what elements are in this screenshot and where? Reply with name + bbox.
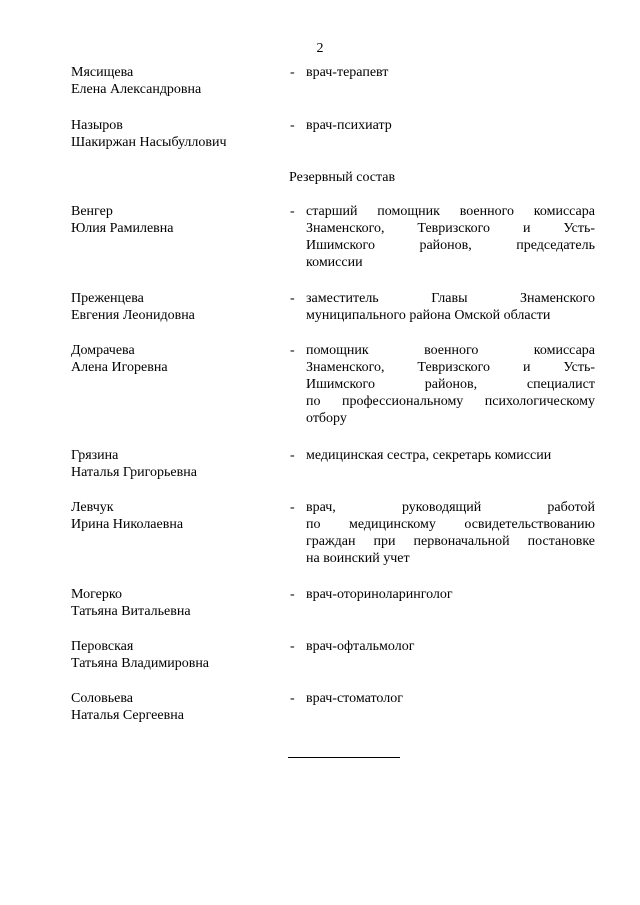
role-line: Знаменского, Тевризского и Усть- xyxy=(306,221,595,236)
section-heading: Резервный состав xyxy=(289,170,396,185)
member-surname: Перовская xyxy=(71,639,134,654)
role-line: врач-терапевт xyxy=(306,65,389,80)
member-surname: Преженцева xyxy=(71,291,144,306)
member-name xyxy=(71,203,174,237)
role-line: отбору xyxy=(306,411,347,426)
role-line: врач-стоматолог xyxy=(306,691,403,706)
member-given-name: Евгения Леонидовна xyxy=(71,308,195,323)
member-given-name: Шакиржан Насыбуллович xyxy=(71,135,227,150)
role-line: врач-офтальмолог xyxy=(306,639,415,654)
end-rule xyxy=(288,757,400,758)
member-name xyxy=(71,690,184,724)
dash: - xyxy=(290,691,295,706)
dash: - xyxy=(290,587,295,602)
member-role xyxy=(306,203,595,271)
role-line: врач-психиатр xyxy=(306,118,392,133)
member-given-name: Татьяна Владимировна xyxy=(71,656,210,671)
member-role xyxy=(306,499,595,567)
member-surname: Мясищева xyxy=(71,65,134,80)
role-line: заместитель Главы Знаменского xyxy=(306,291,595,306)
member-name xyxy=(71,499,183,533)
member-given-name: Татьяна Витальевна xyxy=(71,604,191,619)
member-name xyxy=(71,64,201,98)
member-surname: Соловьева xyxy=(71,691,133,706)
role-line: по профессиональному психологическому xyxy=(306,394,595,409)
member-role xyxy=(306,290,595,324)
member-role xyxy=(306,342,595,427)
member-name xyxy=(71,586,191,620)
member-surname: Левчук xyxy=(71,500,114,515)
member-role xyxy=(306,638,595,655)
member-given-name: Наталья Сергеевна xyxy=(71,708,184,723)
member-surname: Венгер xyxy=(71,204,113,219)
member-surname: Могерко xyxy=(71,587,122,602)
member-role xyxy=(306,117,595,134)
page-number: 2 xyxy=(316,41,324,56)
role-line: комиссии xyxy=(306,255,363,270)
role-line: помощник военного комиссара xyxy=(306,343,595,358)
role-line: Ишимского районов, председатель xyxy=(306,238,595,253)
member-name xyxy=(71,342,168,376)
role-line: врач, руководящий работой xyxy=(306,500,595,515)
role-line: по медицинскому освидетельствованию xyxy=(306,517,595,532)
role-line: врач-оториноларинголог xyxy=(306,587,453,602)
member-name xyxy=(71,290,195,324)
member-role xyxy=(306,586,595,603)
member-given-name: Ирина Николаевна xyxy=(71,517,184,532)
dash: - xyxy=(290,500,295,515)
member-surname: Грязина xyxy=(71,448,119,463)
member-surname: Домрачева xyxy=(71,343,135,358)
member-role xyxy=(306,690,595,707)
dash: - xyxy=(290,448,295,463)
dash: - xyxy=(290,639,295,654)
member-given-name: Юлия Рамилевна xyxy=(71,221,174,236)
role-line: граждан при первоначальной постановке xyxy=(306,534,595,549)
member-given-name: Наталья Григорьевна xyxy=(71,465,197,480)
dash: - xyxy=(290,204,295,219)
role-line: муниципального района Омской области xyxy=(306,308,551,323)
member-name xyxy=(71,447,197,481)
member-given-name: Алена Игоревна xyxy=(71,360,168,375)
role-line: Знаменского, Тевризского и Усть- xyxy=(306,360,595,375)
role-line: на воинский учет xyxy=(306,551,410,566)
role-line: медицинская сестра, секретарь комиссии xyxy=(306,448,552,463)
member-surname: Назыров xyxy=(71,118,123,133)
member-role xyxy=(306,64,595,81)
member-role xyxy=(306,447,595,464)
dash: - xyxy=(290,343,295,358)
role-line: Ишимского районов, специалист xyxy=(306,377,595,392)
dash: - xyxy=(290,118,295,133)
dash: - xyxy=(290,291,295,306)
member-given-name: Елена Александровна xyxy=(71,82,202,97)
role-line: старший помощник военного комиссара xyxy=(306,204,595,219)
member-name xyxy=(71,117,227,151)
dash: - xyxy=(290,65,295,80)
member-name xyxy=(71,638,209,672)
